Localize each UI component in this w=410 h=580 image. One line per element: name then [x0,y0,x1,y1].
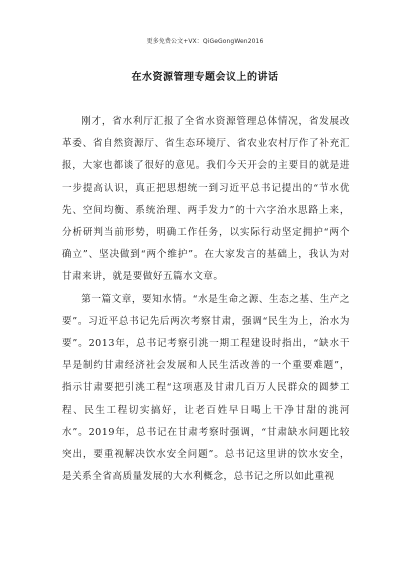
paragraph-first-article: 第一篇文章，要知水情。“水是生命之源、生态之基、生产之要”。习近平总书记先后两次考察甘肃，强调“民生为上，治水为要”。2013年，总书记考察引洮一期工程建设时指出，“缺水干旱是制约甘肃经济社会发展和人民生活改善的一个重要难题”，指示甘肃要把引洮工程“这项惠及甘肃几百万人民群众的圆梦工程、民生工程切实搞好，让老百姓早日喝上干净甘甜的洮河水”。2019年，总书记在甘肃考察时强调，“甘肃缺水问题比较突出，要重视解决饮水安全问题”。总书记这里讲的饮水安全，是关系全省高质量发展的大水利概念，总书记之所以如此重视 [62,293,350,483]
document-body [62,111,350,488]
document-title: 在水资源管理专题会议上的讲话 [131,72,279,83]
header-note: 更多免费公文+VX：QiGeGongWen2016 [146,38,264,45]
paragraph-intro: 刚才，省水利厅汇报了全省水资源管理总体情况，省发展改革委、省自然资源厅、省生态环境厅、省农业农村厅作了补充汇报，大家也都谈了很好的意见。我们今天开会的主要目的就是进一步提高认识，真正把思想统一到习近平总书记提出的“节水优先、空间均衡、系统治理、两手发力”的十六字治水思路上来，分析研判当前形势，明确工作任务，以实际行动坚定拥护“两个确立”、坚决做到“两个维护”。在大家发言的基础上，我认为对甘肃来讲，就是要做好五篇水文章。 [62,116,350,283]
